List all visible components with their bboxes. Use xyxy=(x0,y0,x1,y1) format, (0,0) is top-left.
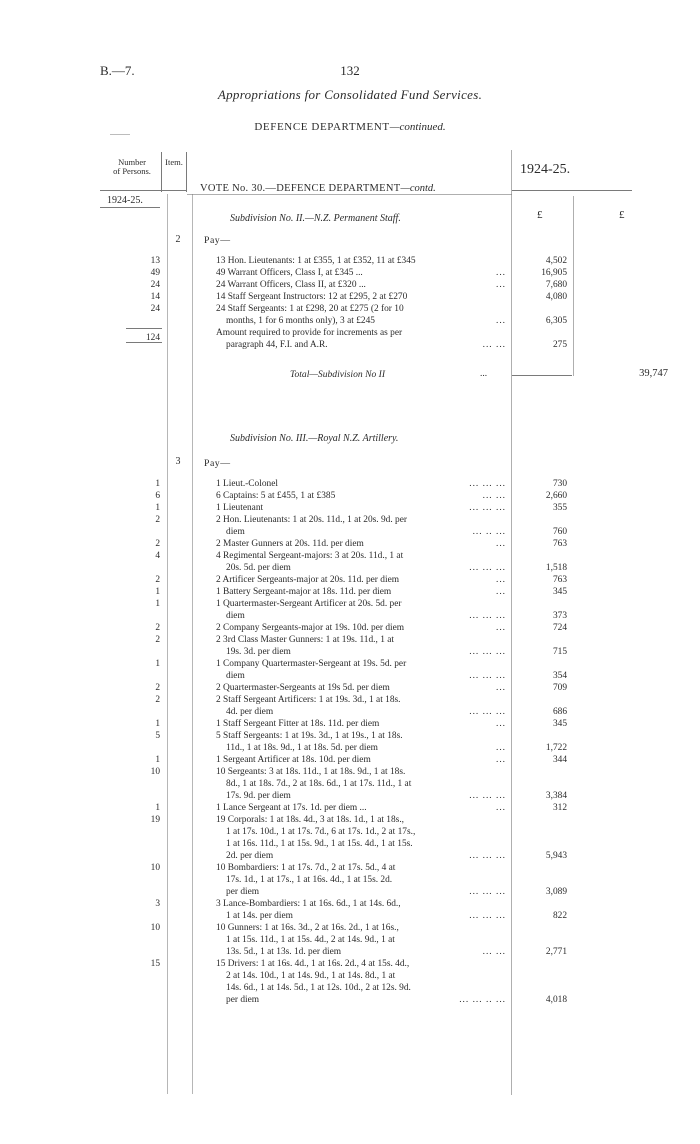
leader-dots: ... ... ... xyxy=(469,887,506,897)
row-description xyxy=(216,503,506,513)
row-description xyxy=(226,563,506,573)
row-description-text: 2 Master Gunners at 20s. 11d. per diem xyxy=(216,539,364,549)
row-amount: 4,502 xyxy=(545,256,567,266)
row-description-text: 13s. 5d., 1 at 13s. 1d. per diem xyxy=(226,947,342,957)
row-description: 24 Staff Sergeants: 1 at £298, 20 at £275 (2 for 10 xyxy=(216,304,404,314)
rule xyxy=(161,152,162,192)
persons-count: 3 xyxy=(155,899,160,909)
persons-count: 1 xyxy=(155,479,160,489)
persons-count: 10 xyxy=(150,863,160,873)
row-amount: 3,089 xyxy=(545,887,567,897)
persons-count: 13 xyxy=(150,256,160,266)
row-description-text: diem xyxy=(226,671,245,681)
pound-sign-1: £ xyxy=(537,209,543,221)
rule xyxy=(100,207,160,208)
row-description: 10 Gunners: 1 at 16s. 3d., 2 at 16s. 2d., 1 at 16s., xyxy=(216,923,399,933)
persons-count: 19 xyxy=(150,815,160,825)
leader-dots: ... ... ... xyxy=(469,911,506,921)
persons-count: 1 xyxy=(155,755,160,765)
row-description xyxy=(216,803,506,813)
persons-count: 1 xyxy=(155,503,160,513)
row-description xyxy=(226,611,506,621)
row-description: Amount required to provide for increments as per xyxy=(216,328,403,338)
leader-dots: ... ... .. ... xyxy=(459,995,506,1005)
row-amount: 730 xyxy=(552,479,567,489)
row-amount: 16,905 xyxy=(541,268,567,278)
rule xyxy=(100,190,186,191)
row-description: 1 Quartermaster-Sergeant Artificer at 20s. 5d. per xyxy=(216,599,402,609)
persons-count: 1 xyxy=(155,803,160,813)
subdivision-3-item: 3 xyxy=(175,456,181,467)
row-description-text: 1 Lieutenant xyxy=(216,503,264,513)
row-amount: 724 xyxy=(552,623,567,633)
row-description: 1 at 15s. 11d., 1 at 15s. 4d., 2 at 14s. 9d., 1 at xyxy=(226,935,395,945)
row-description xyxy=(216,479,506,489)
row-description xyxy=(216,491,506,501)
page-number: 132 xyxy=(340,63,360,78)
row-description xyxy=(226,887,506,897)
row-amount: 373 xyxy=(552,611,567,621)
row-description xyxy=(226,340,506,350)
row-description: 1 at 17s. 10d., 1 at 17s. 7d., 6 at 17s. 1d., 2 at 17s., xyxy=(226,827,416,837)
subdivision-2-total-dots: ... xyxy=(480,369,488,379)
persons-count: 24 xyxy=(150,280,160,290)
subdivision-2-title: Subdivision No. II.—N.Z. Permanent Staff. xyxy=(230,213,401,224)
department-heading xyxy=(0,121,700,133)
row-description-text: months, 1 for 6 months only), 3 at £245 xyxy=(226,316,375,326)
row-amount: 4,080 xyxy=(545,292,567,302)
rule xyxy=(167,194,168,1094)
rule xyxy=(512,190,632,191)
row-description-text: 1 Lance Sergeant at 17s. 1d. per diem ... xyxy=(216,803,367,813)
leader-dots: ... ... ... xyxy=(469,479,506,489)
row-description xyxy=(226,707,506,717)
row-description: 15 Drivers: 1 at 16s. 4d., 1 at 16s. 2d., 4 at 15s. 4d., xyxy=(216,959,410,969)
rule xyxy=(110,134,130,135)
subdivision-2-item: 2 xyxy=(175,234,181,245)
rule xyxy=(192,194,193,1094)
subdivision-2-persons-total: 124 xyxy=(145,333,160,343)
persons-count: 2 xyxy=(155,695,160,705)
row-description xyxy=(226,527,506,537)
leader-dots: ... ... ... xyxy=(469,671,506,681)
row-description xyxy=(226,316,506,326)
department-suffix: —continued. xyxy=(389,121,446,133)
row-description xyxy=(216,268,506,278)
persons-header-line2: of Persons. xyxy=(113,166,151,176)
persons-count: 2 xyxy=(155,539,160,549)
row-amount: 1,518 xyxy=(545,563,567,573)
department-name: DEFENCE DEPARTMENT xyxy=(254,121,390,133)
row-amount: 6,305 xyxy=(545,316,567,326)
persons-count: 15 xyxy=(150,959,160,969)
leader-dots: ... ... ... xyxy=(469,851,506,861)
row-description-text: 1 Lieut.-Colonel xyxy=(216,479,278,489)
persons-year: 1924-25. xyxy=(107,195,143,206)
row-amount: 345 xyxy=(552,719,567,729)
leader-dots: ... xyxy=(495,539,506,549)
persons-count: 24 xyxy=(150,304,160,314)
row-amount: 763 xyxy=(552,539,567,549)
rule xyxy=(512,375,572,376)
row-description xyxy=(216,587,506,597)
row-description: 3 Lance-Bombardiers: 1 at 16s. 6d., 1 at 14s. 6d., xyxy=(216,899,401,909)
subdivision-3-title: Subdivision No. III.—Royal N.Z. Artillery. xyxy=(230,433,399,444)
row-description: 1 Company Quartermaster-Sergeant at 19s. 5d. per xyxy=(216,659,407,669)
rule xyxy=(126,328,162,329)
leader-dots: ... ... ... xyxy=(469,503,506,513)
pound-sign-2: £ xyxy=(619,209,625,221)
row-description xyxy=(226,947,506,957)
persons-count: 6 xyxy=(155,491,160,501)
row-description-text: 1 at 14s. per diem xyxy=(226,911,293,921)
row-description: 2 at 14s. 10d., 1 at 14s. 9d., 1 at 14s. 8d., 1 at xyxy=(226,971,396,981)
persons-count: 1 xyxy=(155,659,160,669)
row-amount: 5,943 xyxy=(545,851,567,861)
rule xyxy=(187,194,512,195)
row-amount: 3,384 xyxy=(545,791,567,801)
row-description: 2 Staff Sergeant Artificers: 1 at 19s. 3d., 1 at 18s. xyxy=(216,695,401,705)
vote-heading xyxy=(200,183,436,194)
row-description xyxy=(216,683,506,693)
leader-dots: ... xyxy=(495,743,506,753)
row-description-text: 2d. per diem xyxy=(226,851,274,861)
persons-count: 10 xyxy=(150,923,160,933)
leader-dots: ... xyxy=(495,587,506,597)
row-description-text: 2 Quartermaster-Sergeants at 19s 5d. per diem xyxy=(216,683,390,693)
leader-dots: ... xyxy=(495,719,506,729)
vote-title: VOTE No. 30.—DEFENCE DEPARTMENT xyxy=(200,183,401,194)
row-amount: 4,018 xyxy=(545,995,567,1005)
persons-header-line1: Number xyxy=(118,157,146,167)
leader-dots: ... xyxy=(495,803,506,813)
rule xyxy=(186,152,187,192)
row-description-text: 49 Warrant Officers, Class I, at £345 ... xyxy=(216,268,363,278)
subdivision-3-pay-label: Pay— xyxy=(204,458,231,469)
persons-count: 49 xyxy=(150,268,160,278)
persons-count: 14 xyxy=(150,292,160,302)
row-amount: 763 xyxy=(552,575,567,585)
row-description xyxy=(226,911,506,921)
row-amount: 686 xyxy=(552,707,567,717)
persons-count: 2 xyxy=(155,635,160,645)
row-description xyxy=(226,995,506,1005)
row-description: 14s. 6d., 1 at 14s. 5d., 1 at 12s. 10d., 2 at 12s. 9d. xyxy=(226,983,411,993)
row-description xyxy=(226,851,506,861)
persons-count: 5 xyxy=(155,731,160,741)
row-description xyxy=(216,575,506,585)
persons-count: 1 xyxy=(155,719,160,729)
row-amount: 344 xyxy=(552,755,567,765)
leader-dots: ... ... ... xyxy=(469,707,506,717)
leader-dots: ... xyxy=(495,755,506,765)
row-description-text: per diem xyxy=(226,995,260,1005)
leader-dots: ... xyxy=(495,268,506,278)
row-amount: 345 xyxy=(552,587,567,597)
row-description-text: 1 Sergeant Artificer at 18s. 10d. per diem xyxy=(216,755,371,765)
row-description xyxy=(226,671,506,681)
row-description xyxy=(226,743,506,753)
row-amount: 2,771 xyxy=(545,947,567,957)
persons-count: 4 xyxy=(155,551,160,561)
row-amount: 1,722 xyxy=(545,743,567,753)
leader-dots: ... ... xyxy=(482,340,506,350)
row-description-text: diem xyxy=(226,527,245,537)
row-description-text: paragraph 44, F.I. and A.R. xyxy=(226,340,328,350)
row-description-text: 19s. 3d. per diem xyxy=(226,647,291,657)
subdivision-2-pay-label: Pay— xyxy=(204,235,231,246)
row-amount: 822 xyxy=(552,911,567,921)
leader-dots: ... ... xyxy=(482,491,506,501)
row-description-text: 24 Warrant Officers, Class II, at £320 ... xyxy=(216,280,366,290)
persons-count: 1 xyxy=(155,587,160,597)
persons-count: 2 xyxy=(155,515,160,525)
row-description: 1 at 16s. 11d., 1 at 15s. 9d., 1 at 15s. 4d., 1 at 15s. xyxy=(226,839,413,849)
row-description xyxy=(216,719,506,729)
row-description-text: 17s. 9d. per diem xyxy=(226,791,291,801)
row-amount: 7,680 xyxy=(545,280,567,290)
persons-count: 2 xyxy=(155,623,160,633)
leader-dots: ... ... ... xyxy=(469,647,506,657)
row-amount: 355 xyxy=(552,503,567,513)
row-description: 13 Hon. Lieutenants: 1 at £355, 1 at £352, 11 at £345 xyxy=(216,256,416,266)
column-header-item: Item. xyxy=(165,157,183,167)
vote-suffix: —contd. xyxy=(400,183,436,194)
leader-dots: ... xyxy=(495,683,506,693)
persons-count: 1 xyxy=(155,599,160,609)
row-description: 4 Regimental Sergeant-majors: 3 at 20s. 11d., 1 at xyxy=(216,551,404,561)
leader-dots: ... ... ... xyxy=(469,563,506,573)
row-description-text: 1 Staff Sergeant Fitter at 18s. 11d. per diem xyxy=(216,719,380,729)
row-description-text: 2 Company Sergeants-major at 19s. 10d. per diem xyxy=(216,623,405,633)
subdivision-2-total-label: Total—Subdivision No II xyxy=(290,369,386,380)
row-description-text: 11d., 1 at 18s. 9d., 1 at 18s. 5d. per diem xyxy=(226,743,378,753)
column-header-year: 1924-25. xyxy=(520,162,571,177)
row-description-text: 6 Captains: 5 at £455, 1 at £385 xyxy=(216,491,336,501)
row-description: 17s. 1d., 1 at 17s., 1 at 16s. 4d., 1 at 15s. 2d. xyxy=(226,875,393,885)
row-description xyxy=(216,623,506,633)
column-header-persons xyxy=(104,158,160,176)
row-amount: 275 xyxy=(552,340,567,350)
page-title: Appropriations for Consolidated Fund Services. xyxy=(217,87,483,102)
row-description xyxy=(226,791,506,801)
row-description-text: 1 Battery Sergeant-major at 18s. 11d. per diem xyxy=(216,587,392,597)
leader-dots: ... xyxy=(495,280,506,290)
row-description xyxy=(216,280,506,290)
row-amount: 312 xyxy=(552,803,567,813)
leader-dots: ... ... ... xyxy=(469,791,506,801)
leader-dots: ... xyxy=(495,575,506,585)
row-description xyxy=(216,755,506,765)
leader-dots: ... ... ... xyxy=(469,611,506,621)
row-description: 2 Hon. Lieutenants: 1 at 20s. 11d., 1 at 20s. 9d. per xyxy=(216,515,408,525)
persons-count: 10 xyxy=(150,767,160,777)
leader-dots: ... xyxy=(495,316,506,326)
row-description: 10 Sergeants: 3 at 18s. 11d., 1 at 18s. 9d., 1 at 18s. xyxy=(216,767,406,777)
row-description-text: diem xyxy=(226,611,245,621)
row-description-text: per diem xyxy=(226,887,260,897)
leader-dots: ... .. ... xyxy=(472,527,506,537)
subdivision-2-total-value: 39,747 xyxy=(639,368,668,379)
row-description-text: 20s. 5d. per diem xyxy=(226,563,291,573)
persons-count: 2 xyxy=(155,683,160,693)
rule xyxy=(573,196,574,376)
row-description: 8d., 1 at 18s. 7d., 2 at 18s. 6d., 1 at 17s. 11d., 1 at xyxy=(226,779,412,789)
row-description-text: 2 Artificer Sergeants-major at 20s. 11d. per diem xyxy=(216,575,400,585)
row-description xyxy=(226,647,506,657)
row-description xyxy=(216,539,506,549)
row-description: 5 Staff Sergeants: 1 at 19s. 3d., 1 at 19s., 1 at 18s. xyxy=(216,731,403,741)
row-amount: 760 xyxy=(552,527,567,537)
row-description: 10 Bombardiers: 1 at 17s. 7d., 2 at 17s. 5d., 4 at xyxy=(216,863,396,873)
row-description: 19 Corporals: 1 at 18s. 4d., 3 at 18s. 1d., 1 at 18s., xyxy=(216,815,405,825)
row-amount: 715 xyxy=(552,647,567,657)
row-amount: 2,660 xyxy=(545,491,567,501)
leader-dots: ... xyxy=(495,623,506,633)
row-description: 14 Staff Sergeant Instructors: 12 at £295, 2 at £270 xyxy=(216,292,408,302)
row-description: 2 3rd Class Master Gunners: 1 at 19s. 11d., 1 at xyxy=(216,635,395,645)
row-amount: 354 xyxy=(552,671,567,681)
document-reference: B.—7. xyxy=(100,63,135,78)
row-description-text: 4d. per diem xyxy=(226,707,274,717)
row-amount: 709 xyxy=(552,683,567,693)
persons-count: 2 xyxy=(155,575,160,585)
leader-dots: ... ... xyxy=(482,947,506,957)
